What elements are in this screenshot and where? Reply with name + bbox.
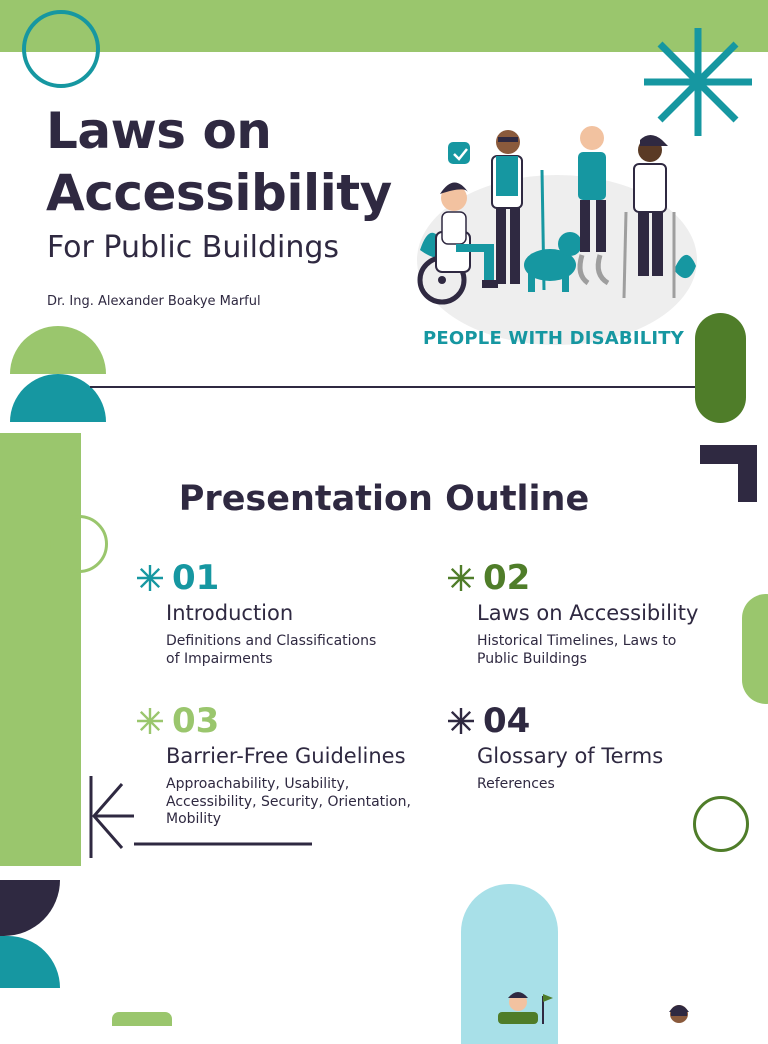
item-description: Historical Timelines, Laws to Public Buildings: [477, 633, 677, 667]
item-number: 03: [172, 701, 220, 741]
asterisk-icon: [447, 707, 475, 735]
cover-title-line-2: Accessibility: [46, 164, 392, 222]
outline-item-03: [136, 701, 411, 827]
item-title: Glossary of Terms: [477, 744, 664, 768]
item-number: 02: [483, 558, 531, 598]
illustration-caption: PEOPLE WITH DISABILITY: [423, 328, 685, 349]
teal-ring-decoration: [22, 10, 100, 88]
outline-heading: Presentation Outline: [178, 479, 590, 519]
outline-item-01: [136, 558, 377, 667]
partial-person-head: [664, 1002, 694, 1024]
partial-person-illustration: [488, 988, 558, 1024]
dark-green-ring: [693, 796, 749, 852]
item-title: Introduction: [166, 601, 294, 625]
cover-author: Dr. Ing. Alexander Boakye Marful: [47, 294, 261, 309]
cover-title-line-1: Laws on: [46, 102, 272, 160]
item-description: Approachability, Usability, Accessibility, Security, Orientation, Mobility: [166, 776, 411, 827]
teal-half-circle: [10, 374, 106, 422]
divider-line: [90, 386, 696, 388]
outline-item-04: [447, 701, 664, 792]
item-title: Barrier-Free Guidelines: [166, 744, 406, 768]
item-description: References: [477, 776, 555, 792]
asterisk-icon: [136, 707, 164, 735]
item-number: 01: [172, 558, 220, 598]
green-ring-decoration: [50, 515, 108, 573]
green-half-circle: [10, 326, 106, 374]
people-with-disability-illustration: [412, 120, 702, 360]
item-title: Laws on Accessibility: [477, 601, 699, 625]
asterisk-icon: [447, 564, 475, 592]
teal-quarter-shape: [0, 936, 60, 988]
asterisk-icon: [136, 564, 164, 592]
outline-item-02: [447, 558, 699, 667]
item-description: Definitions and Classifications of Impairments: [166, 633, 377, 667]
dark-green-pill: [695, 313, 746, 423]
item-number: 04: [483, 701, 531, 741]
cover-subtitle: For Public Buildings: [47, 230, 340, 265]
navy-quarter-shape: [0, 880, 60, 936]
